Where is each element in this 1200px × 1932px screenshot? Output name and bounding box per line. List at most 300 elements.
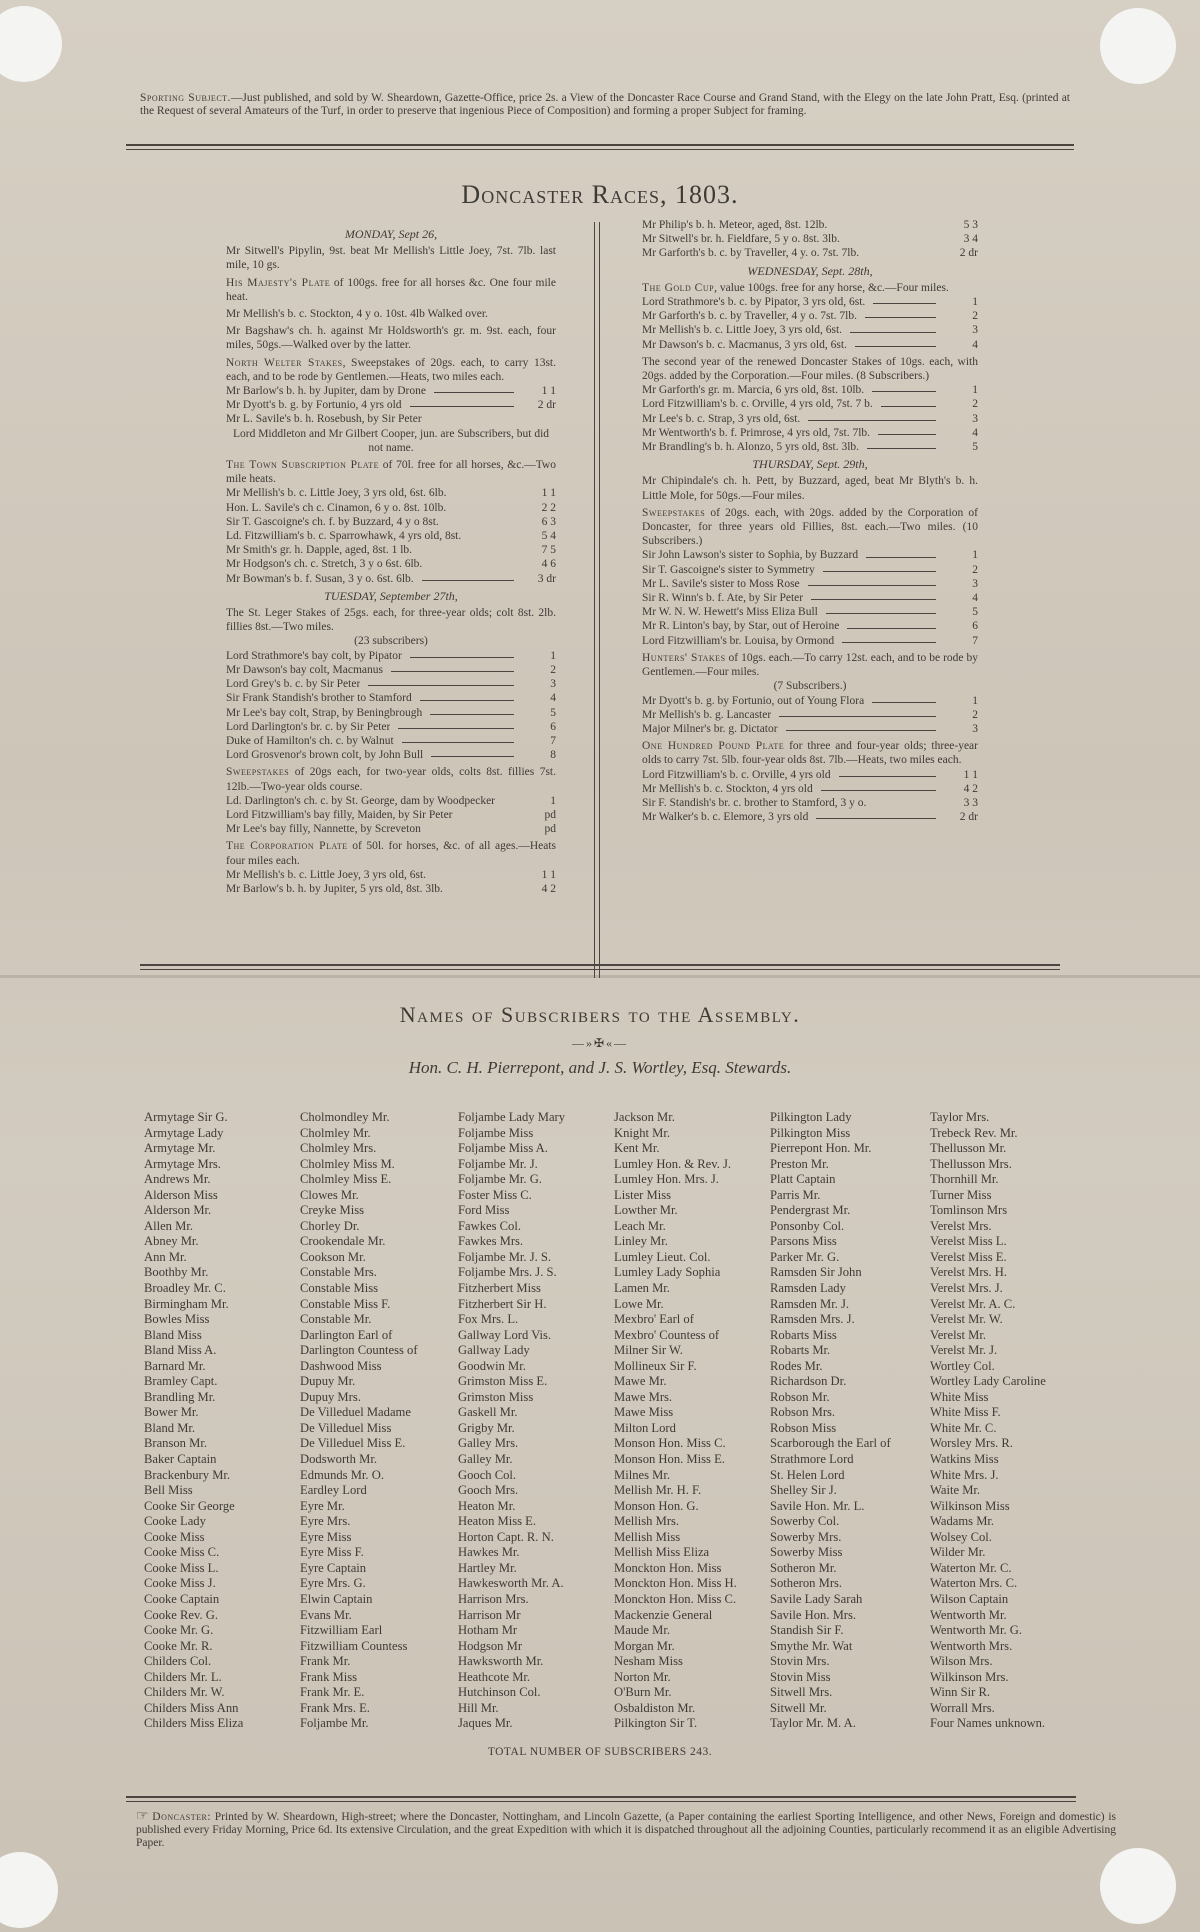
- subscriber-name: Sowerby Miss: [770, 1545, 843, 1560]
- race-entry: [226, 529, 556, 543]
- subscriber-name: Mawe Miss: [614, 1405, 674, 1420]
- subscriber-name: Sotheron Mrs.: [770, 1576, 843, 1591]
- race-entry: [642, 563, 978, 577]
- race-text: Mr Mellish's b. c. Stockton, 4 y o. 10st. 4lb Walked over.: [226, 308, 488, 321]
- subscriber-name: Ramsden Mr. J.: [770, 1296, 850, 1311]
- subscriber-name: Constable Miss F.: [300, 1296, 391, 1311]
- entry-leader-rule: [867, 448, 936, 449]
- race-text: of 50l. for horses, &c. of all ages.—Heats four miles each.: [226, 840, 556, 867]
- subscriber-name: Savile Hon. Mr. L.: [770, 1498, 865, 1513]
- entry-result: 3 dr: [537, 572, 556, 585]
- entry-result: 5: [972, 441, 978, 454]
- subscriber-name: Smythe Mr. Wat: [770, 1638, 853, 1653]
- entry-leader-rule: [865, 317, 936, 318]
- entry-result: 3: [550, 678, 556, 691]
- entry-horse: Lord Fitzwilliam's br. Louisa, by Ormond: [642, 634, 835, 647]
- pin-hole-top-right: [1100, 8, 1176, 84]
- subscriber-name: Crookendale Mr.: [300, 1234, 386, 1249]
- subscriber-name: Cooke Lady: [144, 1514, 206, 1529]
- entry-result: 4: [972, 338, 978, 351]
- subscriber-name: Foljambe Miss: [458, 1125, 534, 1140]
- subscriber-name: White Miss F.: [930, 1405, 1001, 1420]
- subscriber-name: Milner Sir W.: [614, 1343, 683, 1358]
- subscriber-name: Armytage Sir G.: [144, 1110, 228, 1124]
- subscriber-name: Ponsonby Col.: [770, 1218, 845, 1233]
- entry-result: pd: [544, 808, 556, 821]
- subscriber-name: Grimston Miss: [458, 1389, 534, 1404]
- subscriber-name: Milnes Mr.: [614, 1467, 670, 1482]
- race-description: [642, 739, 978, 767]
- race-description: [642, 651, 978, 679]
- race-entry: [642, 782, 978, 796]
- race-text: Mr Chipindale's ch. h. Pett, by Buzzard, aged, beat Mr Blyth's b. h. Little Mole, for 50gs.—Four miles.: [642, 475, 978, 502]
- subscriber-name: Frank Miss: [300, 1669, 358, 1684]
- subscriber-name: Taylor Mr. M. A.: [770, 1716, 856, 1731]
- entry-result: 1 1: [541, 868, 556, 881]
- entry-leader-rule: [431, 756, 514, 757]
- subscriber-name: Norton Mr.: [614, 1669, 671, 1684]
- subscriber-name: Chorley Dr.: [300, 1218, 360, 1233]
- race-text: for three and four-year olds; three-year olds to carry 7st. 5lb. four-year olds 8st. 7lb.—Heats, two miles each.: [642, 740, 978, 767]
- race-text: Mr Bagshaw's ch. h. against Mr Holdsworth's gr. m. 9st. each, four miles, 50gs.—Walked over by the latter.: [226, 325, 556, 352]
- entry-leader-rule: [434, 392, 514, 393]
- total-subscribers: TOTAL NUMBER OF SUBSCRIBERS 243.: [487, 1746, 713, 1758]
- race-note: Lord Middleton and Mr Gilbert Cooper, jun. are Subscribers, but did not name.: [232, 427, 550, 454]
- entry-horse: Mr Barlow's b. h. by Jupiter, 5 yrs old, 8st. 3lb.: [226, 882, 443, 895]
- entry-horse: Mr Brandling's b. h. Alonzo, 5 yrs old, 8st. 3lb.: [642, 441, 860, 454]
- entry-horse: Sir John Lawson's sister to Sophia, by Buzzard: [642, 549, 859, 562]
- subscriber-name: Abney Mr.: [144, 1234, 199, 1249]
- race-description: [642, 281, 978, 295]
- subscriber-name: Wortley Col.: [930, 1358, 995, 1373]
- entry-result: 1: [972, 694, 978, 707]
- subscriber-name: Mellish Miss Eliza: [614, 1545, 710, 1560]
- entry-result: 5: [972, 606, 978, 619]
- subscriber-name: Wadams Mr.: [930, 1514, 995, 1529]
- race-name: The Corporation Plate: [226, 840, 348, 853]
- subscriber-name: Fawkes Col.: [458, 1218, 521, 1233]
- entry-horse: Ld. Fitzwilliam's b. c. Sparrowhawk, 4 yrs old, 8st.: [226, 530, 462, 543]
- entry-horse: Sir Frank Standish's brother to Stamford: [226, 692, 412, 705]
- entry-horse: Mr Mellish's b. g. Lancaster: [642, 708, 772, 721]
- subscriber-name: Milton Lord: [614, 1420, 676, 1435]
- entry-result: 1: [550, 794, 556, 807]
- race-entry: [642, 810, 978, 824]
- race-note: (23 subscribers): [354, 635, 428, 648]
- subscriber-name: Childers Col.: [144, 1654, 212, 1669]
- entry-result: 2 dr: [537, 399, 556, 412]
- subscriber-name: Heaton Miss E.: [458, 1514, 537, 1529]
- entry-horse: Mr Lee's b. c. Strap, 3 yrs old, 6st.: [642, 412, 801, 425]
- subscriber-name: Wilson Captain: [930, 1591, 1009, 1606]
- race-entry: [642, 605, 978, 619]
- entry-result: 7 5: [541, 544, 556, 557]
- subscriber-name: Hill Mr.: [458, 1700, 499, 1715]
- subscriber-name: Clowes Mr.: [300, 1187, 359, 1202]
- entry-horse: Mr Smith's gr. h. Dapple, aged, 8st. 1 lb.: [226, 544, 413, 557]
- entry-result: 2: [972, 708, 978, 721]
- subscriber-name: Fitzherbert Miss: [458, 1281, 541, 1296]
- entry-leader-rule: [873, 303, 936, 304]
- subscriber-name: Constable Mrs.: [300, 1265, 377, 1280]
- race-description: [226, 839, 556, 867]
- subscriber-name: Taylor Mrs.: [930, 1110, 990, 1124]
- entry-horse: Mr Mellish's b. c. Little Joey, 3 yrs old, 6st.: [642, 324, 843, 337]
- subscriber-name: Sitwell Mrs.: [770, 1685, 833, 1700]
- subscriber-name: Monson Hon. Miss E.: [614, 1452, 725, 1467]
- race-entry: [226, 663, 556, 677]
- entry-result: 6: [550, 720, 556, 733]
- subscriber-name: Mexbro' Countess of: [614, 1327, 720, 1342]
- subscriber-name: Hutchinson Col.: [458, 1685, 541, 1700]
- race-entry: [642, 426, 978, 440]
- subscriber-name: Cholmondley Mr.: [300, 1110, 390, 1124]
- subscriber-name: Savile Hon. Mrs.: [770, 1607, 857, 1622]
- entry-result: 4: [550, 692, 556, 705]
- subscriber-name: Jackson Mr.: [614, 1110, 675, 1124]
- entry-horse: Lord Grosvenor's brown colt, by John Bull: [226, 749, 424, 762]
- entry-horse: Lord Grey's b. c. by Sir Peter: [226, 678, 361, 691]
- subscriber-column: [770, 1110, 891, 1732]
- mid-rule: [140, 964, 1060, 966]
- entry-leader-rule: [847, 628, 936, 629]
- subscriber-name: Bramley Capt.: [144, 1374, 218, 1389]
- entry-leader-rule: [808, 585, 936, 586]
- race-entry: [642, 796, 978, 810]
- entry-leader-rule: [866, 557, 936, 558]
- entry-result: 2: [972, 563, 978, 576]
- subscriber-name: Linley Mr.: [614, 1234, 668, 1249]
- subscriber-name: Cooke Miss C.: [144, 1545, 220, 1560]
- subscriber-name: Savile Lady Sarah: [770, 1591, 863, 1606]
- entry-result: 2 dr: [959, 247, 978, 260]
- race-description: [226, 458, 556, 486]
- race-name: Sweepstakes: [226, 766, 290, 779]
- subscriber-name: Wilder Mr.: [930, 1545, 986, 1560]
- race-entry: [642, 383, 978, 397]
- race-entry: [642, 722, 978, 736]
- subscriber-name: Galley Mrs.: [458, 1436, 519, 1451]
- subscriber-name: Robson Miss: [770, 1420, 837, 1435]
- subscriber-name: Sotheron Mr.: [770, 1560, 837, 1575]
- entry-leader-rule: [823, 571, 936, 572]
- entry-result: 1 1: [963, 768, 978, 781]
- subscriber-name: Birmingham Mr.: [144, 1296, 229, 1311]
- bottom-rule: [126, 1796, 1076, 1798]
- entry-result: 8: [550, 749, 556, 762]
- race-description: [642, 474, 978, 502]
- day-heading: THURSDAY, Sept. 29th,: [752, 457, 868, 472]
- race-entry: [226, 691, 556, 705]
- subscriber-name: Foljambe Mr. G.: [458, 1172, 542, 1187]
- entry-horse: Lord Strathmore's b. c. by Pipator, 3 yrs old, 6st.: [642, 296, 866, 309]
- subscriber-name: Frank Mrs. E.: [300, 1700, 370, 1715]
- subscriber-name: Monson Hon. G.: [614, 1498, 699, 1513]
- subscriber-name: Scarborough the Earl of: [770, 1436, 891, 1451]
- subscriber-name: Robarts Mr.: [770, 1343, 831, 1358]
- entry-horse: Mr R. Linton's bay, by Star, out of Heroine: [642, 620, 840, 633]
- entry-horse: Mr Garforth's b. c. by Traveller, 4 y o. 7st. 7lb.: [642, 310, 857, 323]
- subscriber-name: Pilkington Lady: [770, 1110, 852, 1124]
- race-text: , Sweepstakes of 20gs. each, to carry 13st. each, and to be rode by Gentlemen.—Heats, two miles each.: [226, 356, 556, 383]
- subscriber-name: Gooch Col.: [458, 1467, 517, 1482]
- subscriber-name: Galley Mr.: [458, 1452, 513, 1467]
- subscriber-name: Watkins Miss: [930, 1452, 999, 1467]
- subscriber-name: Wilkinson Miss: [930, 1498, 1010, 1513]
- stewards-line: Hon. C. H. Pierrepont, and J. S. Wortley, Esq. Stewards.: [408, 1058, 792, 1077]
- subscriber-name: Andrews Mr.: [144, 1172, 211, 1187]
- mid-rule-thin: [140, 969, 1060, 970]
- entry-result: 3: [972, 722, 978, 735]
- subscriber-name: Knight Mr.: [614, 1125, 670, 1140]
- subscriber-name: Parsons Miss: [770, 1234, 837, 1249]
- notice-label: Sporting Subject.: [140, 92, 231, 104]
- subscriber-name: Foljambe Mr. J.: [458, 1156, 538, 1171]
- subscriber-name: Bowles Miss: [144, 1312, 210, 1327]
- subscriber-name: Kent Mr.: [614, 1141, 660, 1156]
- race-entry: [642, 619, 978, 633]
- subscriber-name: Wolsey Col.: [930, 1529, 992, 1544]
- subscriber-name: Bland Miss A.: [144, 1343, 217, 1358]
- subscriber-name: Eyre Miss F.: [300, 1545, 364, 1560]
- subscriber-name: Goodwin Mr.: [458, 1358, 526, 1373]
- fold-line: [0, 975, 1200, 978]
- subscriber-name: Verelst Mr. J.: [930, 1343, 998, 1358]
- entry-horse: Mr Mellish's b. c. Little Joey, 3 yrs old, 6st.: [226, 868, 427, 881]
- entry-horse: Mr Mellish's b. c. Little Joey, 3 yrs old, 6st. 6lb.: [226, 487, 447, 500]
- subscriber-name: Boothby Mr.: [144, 1265, 209, 1280]
- subscriber-name: Gallway Lord Vis.: [458, 1327, 552, 1342]
- subscriber-name: Broadley Mr. C.: [144, 1281, 226, 1296]
- subscriber-name: Cooke Rev. G.: [144, 1607, 219, 1622]
- subscriber-name: Waterton Mr. C.: [930, 1560, 1012, 1575]
- race-entry: [642, 412, 978, 426]
- race-note: (7 Subscribers.): [773, 680, 847, 693]
- subscriber-name: Stovin Mrs.: [770, 1654, 830, 1669]
- subscriber-name: Gallway Lady: [458, 1343, 530, 1358]
- race-entry: [226, 794, 556, 808]
- subscriber-name: Bower Mr.: [144, 1405, 199, 1420]
- race-text: The St. Leger Stakes of 25gs. each, for three-year olds; colt 8st. 2lb. fillies 8st.—Two miles.: [226, 607, 556, 634]
- entry-horse: Lord Fitzwilliam's b. c. Orville, 4 yrs old, 7st. 7 b.: [642, 398, 873, 411]
- entry-result: 1 1: [541, 385, 556, 398]
- entry-result: 6: [972, 620, 978, 633]
- race-entry: [226, 557, 556, 571]
- subscriber-name: St. Helen Lord: [770, 1467, 845, 1482]
- subscriber-name: Jaques Mr.: [458, 1716, 513, 1731]
- entry-leader-rule: [850, 332, 936, 333]
- entry-horse: Major Milner's br. g. Dictator: [642, 722, 778, 735]
- entry-horse: Mr Dawson's b. c. Macmanus, 3 yrs old, 6st.: [642, 338, 847, 351]
- subscriber-name: Verelst Miss L.: [930, 1234, 1007, 1249]
- subscriber-name: Creyke Miss: [300, 1203, 365, 1218]
- subscriber-name: Barnard Mr.: [144, 1358, 206, 1373]
- entry-leader-rule: [872, 391, 936, 392]
- day-heading: TUESDAY, September 27th,: [324, 588, 458, 603]
- race-entry: [226, 572, 556, 586]
- race-entry: [226, 515, 556, 529]
- subscriber-name: Wentworth Mr. G.: [930, 1623, 1023, 1638]
- race-text: of 70l. free for all horses, &c.—Two mile heats.: [226, 459, 556, 486]
- entry-leader-rule: [402, 742, 514, 743]
- subscriber-name: Fawkes Mrs.: [458, 1234, 524, 1249]
- footer-label: Doncaster:: [152, 1811, 212, 1823]
- subscriber-name: Dupuy Mrs.: [300, 1389, 361, 1404]
- subscriber-name: Worrall Mrs.: [930, 1700, 995, 1715]
- subscriber-column: [614, 1110, 737, 1732]
- subscriber-name: Pilkington Sir T.: [614, 1716, 698, 1731]
- race-entry: [226, 706, 556, 720]
- subscriber-name: Foljambe Miss A.: [458, 1141, 548, 1156]
- subscriber-name: Mellish Mr. H. F.: [614, 1483, 702, 1498]
- subscriber-name: Grigby Mr.: [458, 1420, 515, 1435]
- race-name: The Town Subscription Plate: [226, 459, 380, 472]
- subscriber-name: Lumley Hon. & Rev. J.: [614, 1156, 732, 1171]
- entry-horse: Mr Dyott's b. g. by Fortunio, 4 yrs old: [226, 399, 402, 412]
- subscriber-name: Darlington Countess of: [300, 1343, 418, 1358]
- race-entry: [642, 548, 978, 562]
- race-entry: [226, 486, 556, 500]
- subscriber-name: Mackenzie General: [614, 1607, 713, 1622]
- entry-horse: Duke of Hamilton's ch. c. by Walnut: [226, 734, 394, 747]
- entry-result: 2 dr: [959, 811, 978, 824]
- subscriber-name: Wilkinson Mrs.: [930, 1669, 1009, 1684]
- race-name: North Welter Stakes: [226, 356, 343, 369]
- subscriber-name: Monckton Hon. Miss C.: [614, 1591, 737, 1606]
- subscriber-name: Childers Mr. W.: [144, 1685, 225, 1700]
- race-description: [226, 765, 556, 793]
- subscriber-name: Pendergrast Mr.: [770, 1203, 851, 1218]
- entry-result: 2: [972, 398, 978, 411]
- subscriber-name: Lamen Mr.: [614, 1281, 670, 1296]
- race-description: [226, 606, 556, 634]
- race-entry: [642, 694, 978, 708]
- subscriber-name: Dodsworth Mr.: [300, 1452, 377, 1467]
- races-title: Doncaster Races, 1803.: [461, 180, 739, 209]
- entry-leader-rule: [855, 346, 936, 347]
- entry-result: 4 2: [963, 782, 978, 795]
- entry-horse: Mr Barlow's b. h. by Jupiter, dam by Drone: [226, 385, 426, 398]
- entry-result: 4 6: [541, 558, 556, 571]
- entry-result: 3: [972, 577, 978, 590]
- subscriber-name: Preston Mr.: [770, 1156, 829, 1171]
- subscriber-name: Cholmley Miss M.: [300, 1156, 395, 1171]
- race-text: of 10gs. each.—To carry 12st. each, and to be rode by Gentlemen.—Four miles.: [642, 651, 979, 679]
- subscriber-name: Verelst Mr.: [930, 1327, 986, 1342]
- entry-horse: Mr Hodgson's ch. c. Stretch, 3 y o 6st. 6lb.: [226, 558, 423, 571]
- entry-result: 5 4: [541, 530, 556, 543]
- subscriber-name: Eyre Mr.: [300, 1498, 345, 1513]
- subscriber-name: Gooch Mrs.: [458, 1483, 519, 1498]
- entry-horse: Lord Strathmore's bay colt, by Pipator: [226, 649, 402, 662]
- entry-result: 6 3: [541, 515, 556, 528]
- subscriber-name: Cookson Mr.: [300, 1249, 366, 1264]
- subscriber-name: Frank Mr. E.: [300, 1685, 365, 1700]
- entry-leader-rule: [811, 599, 936, 600]
- race-entry: [226, 882, 556, 896]
- subscriber-name: Parker Mr. G.: [770, 1249, 840, 1264]
- subscriber-name: Monckton Hon. Miss H.: [614, 1576, 737, 1591]
- entry-horse: Mr Wentworth's b. f. Primrose, 4 yrs old, 7st. 7lb.: [642, 426, 871, 439]
- subscriber-name: Ramsden Mrs. J.: [770, 1312, 855, 1327]
- race-name: His Majesty's Plate: [226, 276, 331, 289]
- subscriber-name: Harrison Mrs.: [458, 1591, 529, 1606]
- top-rule: [126, 144, 1074, 146]
- subscriber-name: White Mrs. J.: [930, 1467, 999, 1482]
- entry-result: 2: [550, 663, 556, 676]
- subscriber-name: Sitwell Mr.: [770, 1700, 827, 1715]
- subscriber-name: Robarts Miss: [770, 1327, 837, 1342]
- race-entry: [642, 708, 978, 722]
- subscriber-name: Alderson Miss: [144, 1187, 218, 1202]
- entry-leader-rule: [422, 580, 514, 581]
- subscriber-name: Hartley Mr.: [458, 1560, 517, 1575]
- subscriber-name: Darlington Earl of: [300, 1327, 393, 1342]
- subscriber-name: Eyre Captain: [300, 1560, 367, 1575]
- entry-leader-rule: [368, 685, 514, 686]
- subscriber-name: Brandling Mr.: [144, 1389, 216, 1404]
- subscriber-name: Fox Mrs. L.: [458, 1312, 519, 1327]
- subscriber-name: Turner Miss: [930, 1187, 992, 1202]
- entry-horse: Mr L. Savile's b. h. Rosebush, by Sir Peter: [226, 413, 422, 426]
- race-entry: [226, 734, 556, 748]
- race-description: [226, 244, 556, 272]
- entry-leader-rule: [816, 818, 936, 819]
- subscriber-name: Cooke Mr. G.: [144, 1623, 214, 1638]
- subscriber-name: Harrison Mr: [458, 1607, 521, 1622]
- entry-result: 3 4: [963, 233, 978, 246]
- subscriber-name: Armytage Lady: [144, 1125, 224, 1140]
- subscriber-name: Pilkington Miss: [770, 1125, 851, 1140]
- entry-horse: Mr Sitwell's br. h. Fieldfare, 5 y o. 8st. 3lb.: [642, 233, 840, 246]
- bottom-rule-thin: [126, 1801, 1076, 1802]
- entry-result: 3 3: [963, 796, 978, 809]
- subscriber-name: Hodgson Mr: [458, 1638, 523, 1653]
- subscriber-name: Monson Hon. Miss C.: [614, 1436, 726, 1451]
- entry-result: 1: [972, 549, 978, 562]
- race-entry: [226, 822, 556, 836]
- race-name: The Gold Cup: [642, 281, 715, 294]
- subscriber-name: Robson Mrs.: [770, 1405, 836, 1420]
- subscriber-name: Robson Mr.: [770, 1389, 830, 1404]
- entry-result: 4: [972, 426, 978, 439]
- subscriber-name: Heaton Mr.: [458, 1498, 516, 1513]
- entry-result: 5 3: [963, 219, 978, 231]
- entry-horse: Mr Lee's bay filly, Nannette, by Screveton: [226, 823, 421, 836]
- printer-footer: [136, 1810, 1116, 1850]
- subscriber-name: Heathcote Mr.: [458, 1669, 531, 1684]
- race-text: Mr Sitwell's Pipylin, 9st. beat Mr Mellish's Little Joey, 7st. 7lb. last mile, 10 gs.: [226, 245, 556, 272]
- subscriber-name: Eardley Lord: [300, 1483, 367, 1498]
- entry-result: pd: [544, 823, 556, 836]
- subscriber-column: [458, 1110, 565, 1732]
- subscriber-name: Monckton Hon. Miss: [614, 1560, 722, 1575]
- subscriber-column: [144, 1110, 243, 1732]
- subscriber-name: Eyre Mrs.: [300, 1514, 351, 1529]
- subscriber-name: Dashwood Miss: [300, 1358, 382, 1373]
- subscriber-name: Waite Mr.: [930, 1483, 981, 1498]
- race-description: [642, 355, 978, 383]
- subscriber-name: Lumley Lieut. Col.: [614, 1249, 711, 1264]
- race-entry: [226, 720, 556, 734]
- race-entry: [642, 577, 978, 591]
- race-entry: [642, 295, 978, 309]
- subscriber-name: Frank Mr.: [300, 1654, 351, 1669]
- subscriber-name: Constable Mr.: [300, 1312, 372, 1327]
- subscriber-column: [300, 1110, 418, 1732]
- subscriber-name: Ann Mr.: [144, 1249, 187, 1264]
- entry-horse: Mr L. Savile's sister to Moss Rose: [642, 577, 800, 590]
